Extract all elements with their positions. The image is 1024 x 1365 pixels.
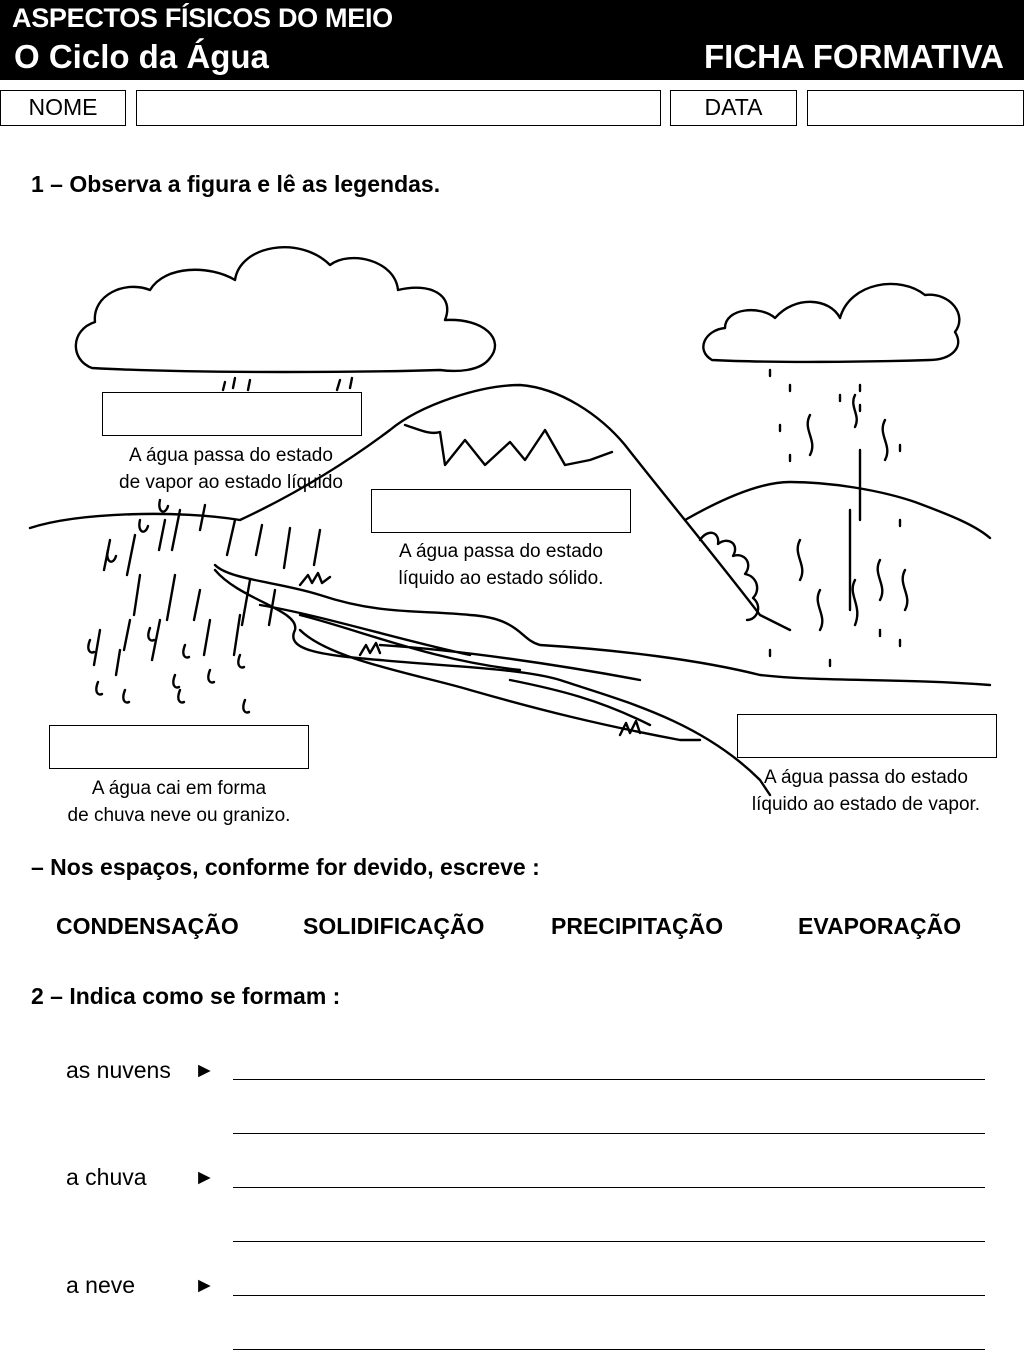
clouds-label: as nuvens	[66, 1057, 171, 1083]
snow-answer-line-1[interactable]	[233, 1295, 985, 1296]
snow-answer-line-2[interactable]	[233, 1349, 985, 1350]
subject-heading: ASPECTOS FÍSICOS DO MEIO	[12, 3, 393, 33]
right-cloud	[703, 284, 959, 362]
sheet-type-label: FICHA FORMATIVA	[703, 38, 1004, 75]
question-2-prompt: 2 – Indica como se formam :	[31, 983, 341, 1009]
evaporation-caption-text: A água passa do estado líquido ao estado de vapor.	[751, 767, 981, 815]
evaporation-answer-box[interactable]	[737, 714, 997, 758]
date-field[interactable]	[807, 90, 1024, 126]
word-evaporacao: EVAPORAÇÃO	[798, 913, 962, 939]
rain	[94, 505, 320, 675]
clouds-arrow-icon: ►	[194, 1059, 215, 1082]
solidification-answer-box[interactable]	[371, 489, 631, 533]
right-mountain	[685, 482, 990, 538]
question-1-prompt: 1 – Observa a figura e lê as legendas.	[31, 171, 441, 197]
instruction-text: – Nos espaços, conforme for devido, escreve :	[31, 854, 540, 880]
rain-answer-line-2[interactable]	[233, 1241, 985, 1242]
word-precipitacao: PRECIPITAÇÃO	[551, 913, 724, 939]
clouds-answer-line-2[interactable]	[233, 1133, 985, 1134]
precipitation-caption	[42, 775, 316, 829]
snow-cap	[405, 425, 612, 465]
name-field[interactable]	[136, 90, 661, 126]
worksheet-title: O Ciclo da Água	[14, 38, 269, 75]
precipitation-caption-text: A água cai em forma de chuva neve ou granizo.	[67, 778, 291, 826]
date-label: DATA	[670, 90, 797, 126]
solidification-caption-text: A água passa do estado líquido ao estado sólido.	[398, 541, 604, 589]
solidification-caption	[366, 538, 636, 592]
word-solidificacao: SOLIDIFICAÇÃO	[303, 913, 485, 939]
clouds-answer-line-1[interactable]	[233, 1079, 985, 1080]
left-cloud	[76, 247, 495, 372]
rain-label: a chuva	[66, 1164, 147, 1190]
rain-answer-line-1[interactable]	[233, 1187, 985, 1188]
condensation-caption-text: A água passa do estado de vapor ao estado líquido	[119, 445, 343, 493]
worksheet-header	[0, 0, 1024, 80]
condensation-answer-box[interactable]	[102, 392, 362, 436]
condensation-caption	[96, 442, 366, 496]
evaporation-caption	[728, 764, 1004, 818]
word-condensacao: CONDENSAÇÃO	[56, 913, 239, 939]
evaporation-vapor	[798, 395, 908, 630]
rain-arrow-icon: ►	[194, 1166, 215, 1189]
snow-label: a neve	[66, 1272, 136, 1298]
precipitation-answer-box[interactable]	[49, 725, 309, 769]
name-label: NOME	[0, 90, 126, 126]
snow-arrow-icon: ►	[194, 1274, 215, 1297]
